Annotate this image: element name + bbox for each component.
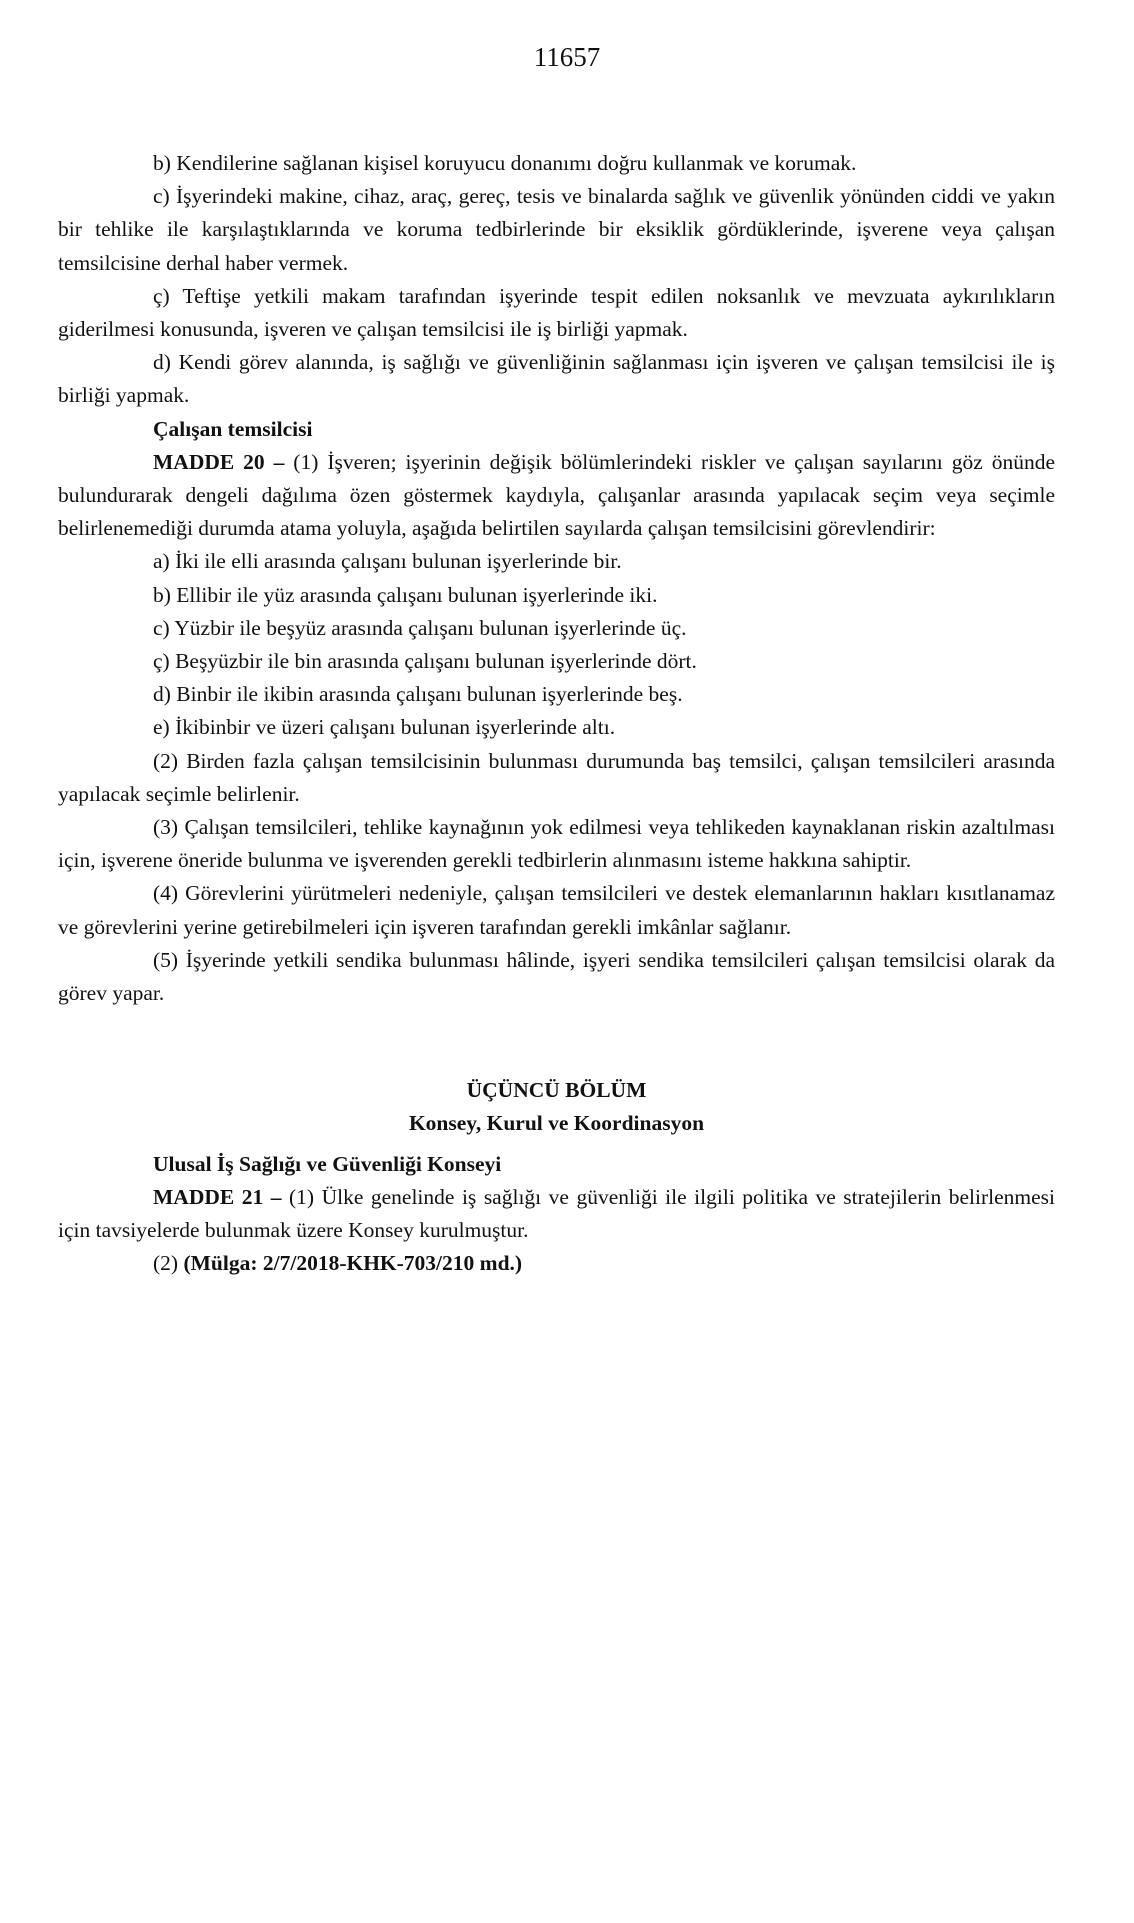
article-21-paragraph-2-number: (2) — [153, 1251, 184, 1276]
list-item: ç) Beşyüzbir ile bin arasında çalışanı bulunan işyerlerinde dört. — [153, 649, 697, 674]
section-spacer — [58, 1010, 1055, 1074]
list-item: d) Binbir ile ikibin arasında çalışanı bulunan işyerlerinde beş. — [153, 682, 683, 707]
heading-spacer — [58, 1141, 1055, 1148]
paragraph-cc: ç) Teftişe yetkili makam tarafından işyerinde tespit edilen noksanlık ve mevzuata aykırılıkların giderilmesi konusunda, işveren ve çalışan temsilcisi ile iş birliği yapmak. — [58, 283, 1055, 342]
article-21-label: MADDE 21 – — [153, 1184, 282, 1209]
list-item: c) Yüzbir ile beşyüz arasında çalışanı bulunan işyerlerinde üç. — [153, 615, 687, 640]
article-20-intro — [58, 446, 1055, 546]
paragraph-b: b) Kendilerine sağlanan kişisel koruyucu donanımı doğru kullanmak ve korumak. — [153, 151, 857, 175]
list-item: a) İki ile elli arasında çalışanı bulunan işyerlerinde bir. — [153, 549, 622, 574]
article-21-paragraph-1-text: (1) Ülke genelinde iş sağlığı ve güvenliği ile ilgili politika ve stratejilerin belirlenmesi için tavsiyelerde bulunmak üzere Konsey kurulmuştur. — [58, 1184, 1055, 1243]
list-item: e) İkibinbir ve üzeri çalışanı bulunan işyerlerinde altı. — [153, 715, 616, 740]
section-subtitle: Konsey, Kurul ve Koordinasyon — [408, 1111, 705, 1136]
document-body — [58, 147, 1055, 1281]
page-number: 11657 — [533, 42, 601, 72]
article-20-paragraph-4: (4) Görevlerini yürütmeleri nedeniyle, çalışan temsilcileri ve destek elemanlarının hakları kısıtlanamaz ve görevlerini yerine getirebilmeleri için işveren tarafından gerekli imkânlar sağlanır. — [58, 881, 1055, 939]
paragraph-d: d) Kendi görev alanında, iş sağlığı ve güvenliğinin sağlanması için işveren ve çalışan temsilcisi ile iş birliği yapmak. — [58, 350, 1055, 408]
article-20-label: MADDE 20 – — [153, 449, 285, 474]
article-20-paragraph-2: (2) Birden fazla çalışan temsilcisinin bulunması durumunda baş temsilci, çalışan temsilcileri arasında yapılacak seçimle belirlenir. — [58, 748, 1055, 806]
article-21-heading: Ulusal İş Sağlığı ve Güvenliği Konseyi — [153, 1151, 502, 1176]
paragraph-c: c) İşyerindeki makine, cihaz, araç, gereç, tesis ve binalarda sağlık ve güvenlik yönünden ciddi ve yakın bir tehlike ile karşılaştıklarında ve koruma tedbirlerinde bir eksiklik gördüklerinde, işverene veya çalışan temsilcisine derhal haber vermek. — [58, 184, 1055, 275]
article-21-paragraph-1 — [58, 1181, 1055, 1247]
article-20-paragraph-3: (3) Çalışan temsilcileri, tehlike kaynağının yok edilmesi veya tehlikeden kaynaklanan riskin azaltılması için, işverene öneride bulunma ve işverenden gerekli tedbirlerin alınmasını isteme hakkına sahiptir. — [58, 815, 1055, 873]
section-title: ÜÇÜNCÜ BÖLÜM — [466, 1078, 647, 1103]
article-21-paragraph-2 — [58, 1247, 1055, 1280]
article-20-paragraph-5: (5) İşyerinde yetkili sendika bulunması hâlinde, işyeri sendika temsilcileri çalışan temsilcisi olarak da görev yapar. — [58, 947, 1055, 1006]
repeal-note: (Mülga: 2/7/2018-KHK-703/210 md.) — [183, 1251, 523, 1276]
article-20-intro-text: (1) İşveren; işyerinin değişik bölümlerindeki riskler ve çalışan sayılarını göz önünde bulundurarak dengeli dağılıma özen göstermek kaydıyla, çalışanlar arasında yapılacak seçim veya seçimle belirlenemediği durumda atama yoluyla, aşağıda belirtilen sayılarda çalışan temsilcisini görevlendirir: — [58, 449, 1055, 541]
article-20-heading: Çalışan temsilcisi — [153, 416, 313, 441]
list-item: b) Ellibir ile yüz arasında çalışanı bulunan işyerlerinde iki. — [153, 582, 658, 607]
